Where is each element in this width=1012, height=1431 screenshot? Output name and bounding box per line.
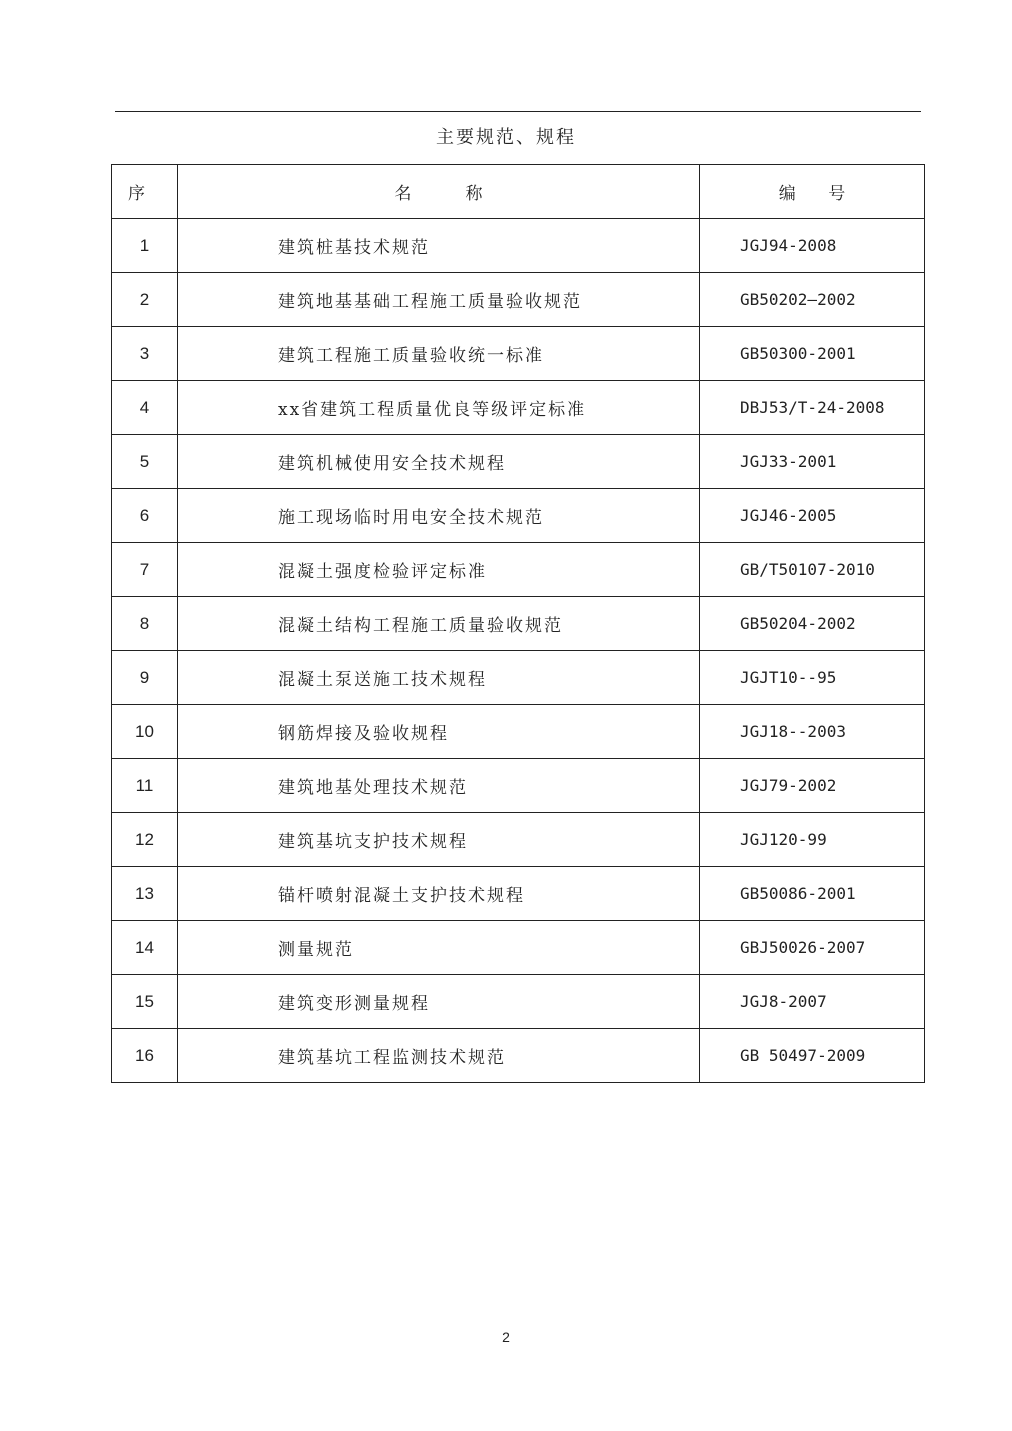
table-row	[112, 327, 925, 381]
row-code: GB50204-2002	[700, 597, 925, 651]
page-number: 2	[502, 1329, 510, 1345]
table-row	[112, 921, 925, 975]
table-row	[112, 651, 925, 705]
row-code: DBJ53/T-24-2008	[700, 381, 925, 435]
row-code: GB 50497-2009	[700, 1029, 925, 1083]
row-code: GBJ50026-2007	[700, 921, 925, 975]
header-index: 序	[112, 165, 178, 219]
table-row	[112, 813, 925, 867]
header-rule	[115, 111, 921, 112]
table-row	[112, 1029, 925, 1083]
row-code: JGJ94-2008	[700, 219, 925, 273]
row-name: 建筑基坑工程监测技术规范	[178, 1029, 700, 1083]
table-row	[112, 705, 925, 759]
table-row	[112, 489, 925, 543]
table-row	[112, 435, 925, 489]
row-code: GB50300-2001	[700, 327, 925, 381]
row-name: 建筑地基处理技术规范	[178, 759, 700, 813]
table-row	[112, 975, 925, 1029]
row-index: 5	[112, 435, 178, 489]
row-code: JGJ46-2005	[700, 489, 925, 543]
row-name: 建筑基坑支护技术规程	[178, 813, 700, 867]
table-row	[112, 543, 925, 597]
row-code: GB/T50107-2010	[700, 543, 925, 597]
row-index: 13	[112, 867, 178, 921]
row-name: 钢筋焊接及验收规程	[178, 705, 700, 759]
header-code: 编 号	[700, 165, 925, 219]
row-code: JGJ18--2003	[700, 705, 925, 759]
row-name: 建筑变形测量规程	[178, 975, 700, 1029]
row-name: 锚杆喷射混凝土支护技术规程	[178, 867, 700, 921]
standards-table	[111, 164, 925, 1083]
row-name: 混凝土结构工程施工质量验收规范	[178, 597, 700, 651]
row-index: 2	[112, 273, 178, 327]
row-name: 建筑机械使用安全技术规程	[178, 435, 700, 489]
row-code: JGJ79-2002	[700, 759, 925, 813]
row-name: xx省建筑工程质量优良等级评定标准	[178, 381, 700, 435]
row-code: JGJ120-99	[700, 813, 925, 867]
row-index: 12	[112, 813, 178, 867]
row-index: 4	[112, 381, 178, 435]
row-index: 8	[112, 597, 178, 651]
table-row	[112, 867, 925, 921]
row-name: 测量规范	[178, 921, 700, 975]
row-index: 10	[112, 705, 178, 759]
row-code: JGJ8-2007	[700, 975, 925, 1029]
row-index: 14	[112, 921, 178, 975]
row-index: 9	[112, 651, 178, 705]
table-row	[112, 759, 925, 813]
row-code: GB50086-2001	[700, 867, 925, 921]
row-name: 施工现场临时用电安全技术规范	[178, 489, 700, 543]
row-index: 11	[112, 759, 178, 813]
row-name: 建筑桩基技术规范	[178, 219, 700, 273]
row-index: 15	[112, 975, 178, 1029]
row-index: 16	[112, 1029, 178, 1083]
table-row	[112, 597, 925, 651]
row-name: 混凝土强度检验评定标准	[178, 543, 700, 597]
table-row	[112, 273, 925, 327]
row-index: 3	[112, 327, 178, 381]
table-header-row	[112, 165, 925, 219]
table-row	[112, 381, 925, 435]
header-name: 名 称	[178, 165, 700, 219]
row-index: 6	[112, 489, 178, 543]
row-code: JGJT10--95	[700, 651, 925, 705]
row-index: 1	[112, 219, 178, 273]
table-row	[112, 219, 925, 273]
row-name: 混凝土泵送施工技术规程	[178, 651, 700, 705]
page-title: 主要规范、规程	[436, 127, 576, 148]
row-code: GB50202—2002	[700, 273, 925, 327]
row-name: 建筑地基基础工程施工质量验收规范	[178, 273, 700, 327]
row-name: 建筑工程施工质量验收统一标准	[178, 327, 700, 381]
row-index: 7	[112, 543, 178, 597]
row-code: JGJ33-2001	[700, 435, 925, 489]
